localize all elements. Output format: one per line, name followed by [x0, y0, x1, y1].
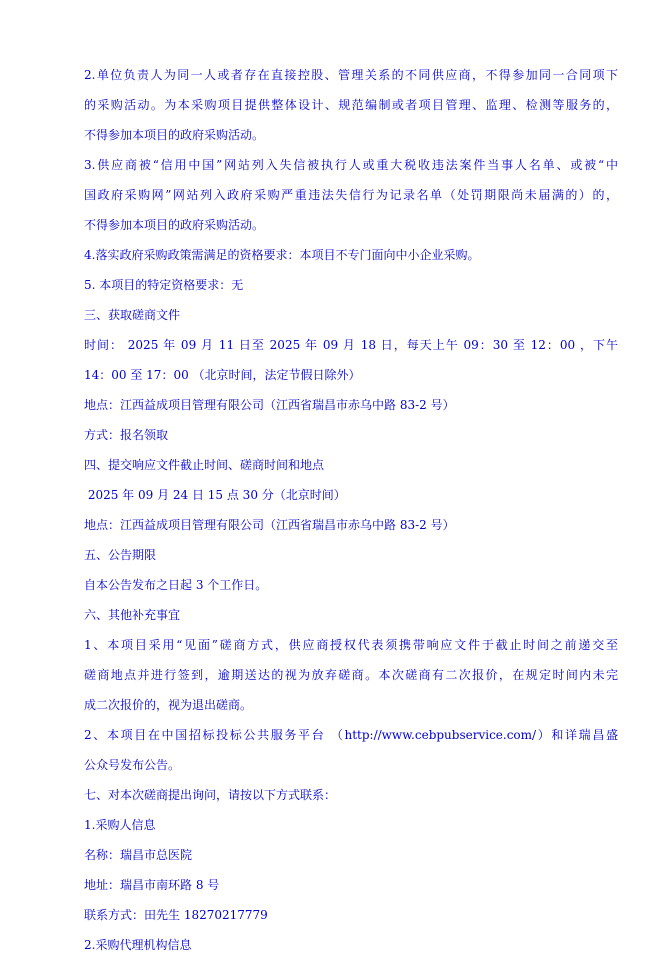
paragraph-line: 方式：报名领取: [84, 428, 169, 442]
section-heading: 七、对本次磋商提出询问，请按以下方式联系：: [84, 788, 337, 802]
paragraph-line: 地点：江西益成项目管理有限公司（江西省瑞昌市赤乌中路 83-2 号）: [84, 398, 455, 412]
paragraph-line: 地点：江西益成项目管理有限公司（江西省瑞昌市赤乌中路 83-2 号）: [84, 518, 455, 532]
section-heading: 六、其他补充事宜: [84, 608, 181, 622]
paragraph-line: 国政府采购网”网站列入政府采购严重违法失信行为记录名单（处罚期限尚未届满的）的，: [84, 188, 618, 202]
paragraph-line: 2025 年 09 月 24 日 15 点 30 分（北京时间）: [84, 488, 346, 502]
paragraph-line: 联系方式：田先生 18270217779: [84, 908, 268, 922]
paragraph-line: 4.落实政府采购政策需满足的资格要求：本项目不专门面向中小企业采购。: [84, 248, 480, 262]
paragraph-line: 不得参加本项目的政府采购活动。: [84, 218, 265, 232]
paragraph-line: 的采购活动。为本采购项目提供整体设计、规范编制或者项目管理、监理、检测等服务的，: [84, 98, 618, 112]
paragraph-line: 时间： 2025 年 09 月 11 日至 2025 年 09 月 18 日，每天上午 09：30 至 12：00 ，下午: [84, 338, 618, 352]
paragraph-line: 2.单位负责人为同一人或者存在直接控股、管理关系的不同供应商，不得参加同一合同项下: [84, 68, 618, 82]
subsection-heading: 2.采购代理机构信息: [84, 938, 192, 952]
section-heading: 三、获取磋商文件: [84, 308, 181, 322]
paragraph-line: 5. 本项目的特定资格要求：无: [84, 278, 244, 292]
paragraph-line: 磋商地点并进行签到，逾期送达的视为放弃磋商。本次磋商有二次报价，在规定时间内未完: [84, 668, 618, 682]
paragraph-line: 1、本项目采用“见面”磋商方式，供应商授权代表须携带响应文件于截止时间之前递交至: [84, 638, 618, 652]
paragraph-line: 地址：瑞昌市南环路 8 号: [84, 878, 220, 892]
subsection-heading: 1.采购人信息: [84, 818, 156, 832]
paragraph-line: 2、本项目在中国招标投标公共服务平台 （http://www.cebpubservice.com/）和详瑞昌盛: [84, 728, 618, 742]
paragraph-line: 14：00 至 17：00 （北京时间，法定节假日除外）: [84, 368, 361, 382]
paragraph-line: 3.供应商被“信用中国”网站列入失信被执行人或重大税收违法案件当事人名单、或被“中: [84, 158, 618, 172]
section-heading: 四、提交响应文件截止时间、磋商时间和地点: [84, 458, 325, 472]
paragraph-line: 公众号发布公告。: [84, 758, 181, 772]
paragraph-line: 成二次报价的，视为退出磋商。: [84, 698, 253, 712]
paragraph-line: 自本公告发布之日起 3 个工作日。: [84, 578, 268, 592]
paragraph-line: 不得参加本项目的政府采购活动。: [84, 128, 265, 142]
paragraph-line: 名称：瑞昌市总医院: [84, 848, 193, 862]
section-heading: 五、公告期限: [84, 548, 157, 562]
